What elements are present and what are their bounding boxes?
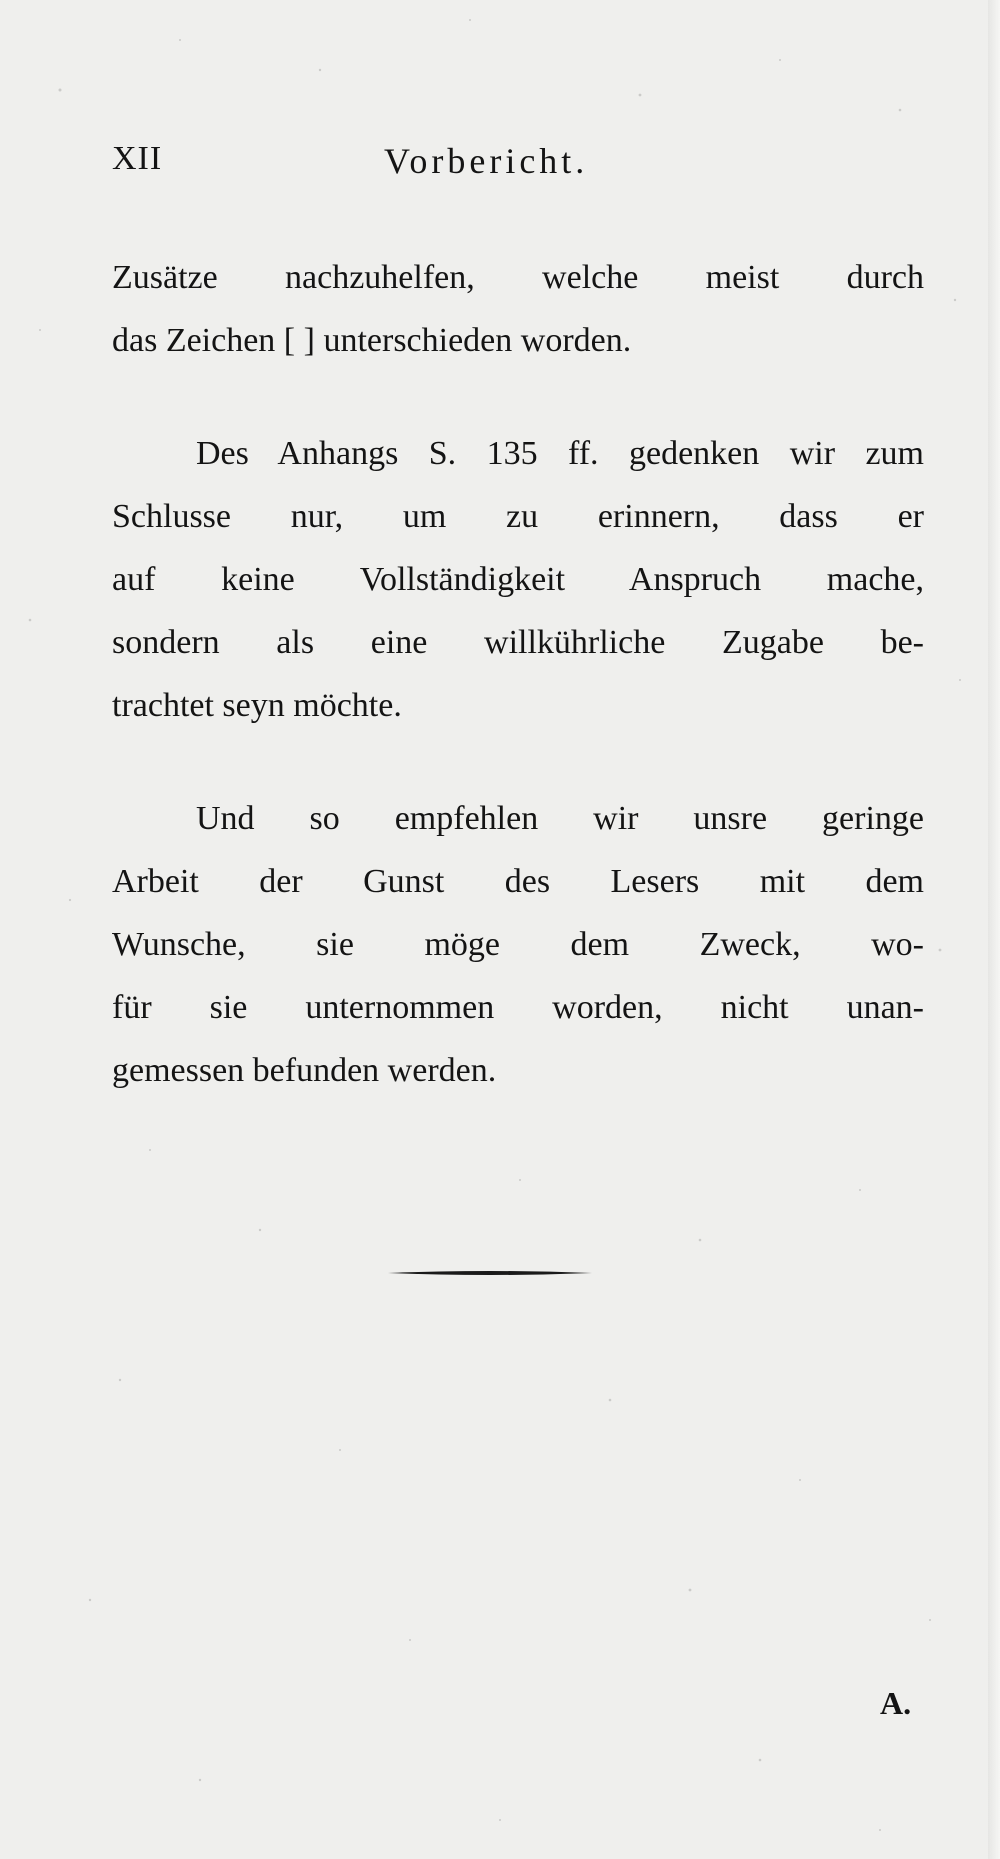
section-rule xyxy=(388,1270,592,1276)
text-line: gemessen befunden werden. xyxy=(112,1052,497,1089)
text-line: auf keine Vollständigkeit Anspruch mache, xyxy=(112,561,924,598)
text-line: Schlusse nur, um zu erinnern, dass er xyxy=(112,498,924,535)
text-line: sondern als eine willkührliche Zugabe be- xyxy=(112,624,924,661)
text-line: Und so empfehlen wir unsre geringe xyxy=(196,800,924,837)
catchword: A. xyxy=(880,1685,912,1721)
text-line: Des Anhangs S. 135 ff. gedenken wir zum xyxy=(196,435,924,472)
paragraph-1 xyxy=(112,246,924,372)
body-text xyxy=(112,246,924,1102)
running-title: Vorbericht. xyxy=(384,141,589,181)
paragraph-2 xyxy=(112,422,924,737)
page-edge-shadow xyxy=(988,0,1000,1859)
text-line: für sie unternommen worden, nicht unan- xyxy=(112,989,924,1026)
text-line: trachtet seyn möchte. xyxy=(112,687,402,724)
text-line: das Zeichen [ ] unterschieden worden. xyxy=(112,322,632,359)
text-line: Zusätze nachzuhelfen, welche meist durch xyxy=(112,259,924,296)
page-header xyxy=(112,140,922,190)
paragraph-3 xyxy=(112,787,924,1102)
text-line: Arbeit der Gunst des Lesers mit dem xyxy=(112,863,924,900)
text-line: Wunsche, sie möge dem Zweck, wo- xyxy=(112,926,924,963)
page-number: XII xyxy=(112,140,163,177)
